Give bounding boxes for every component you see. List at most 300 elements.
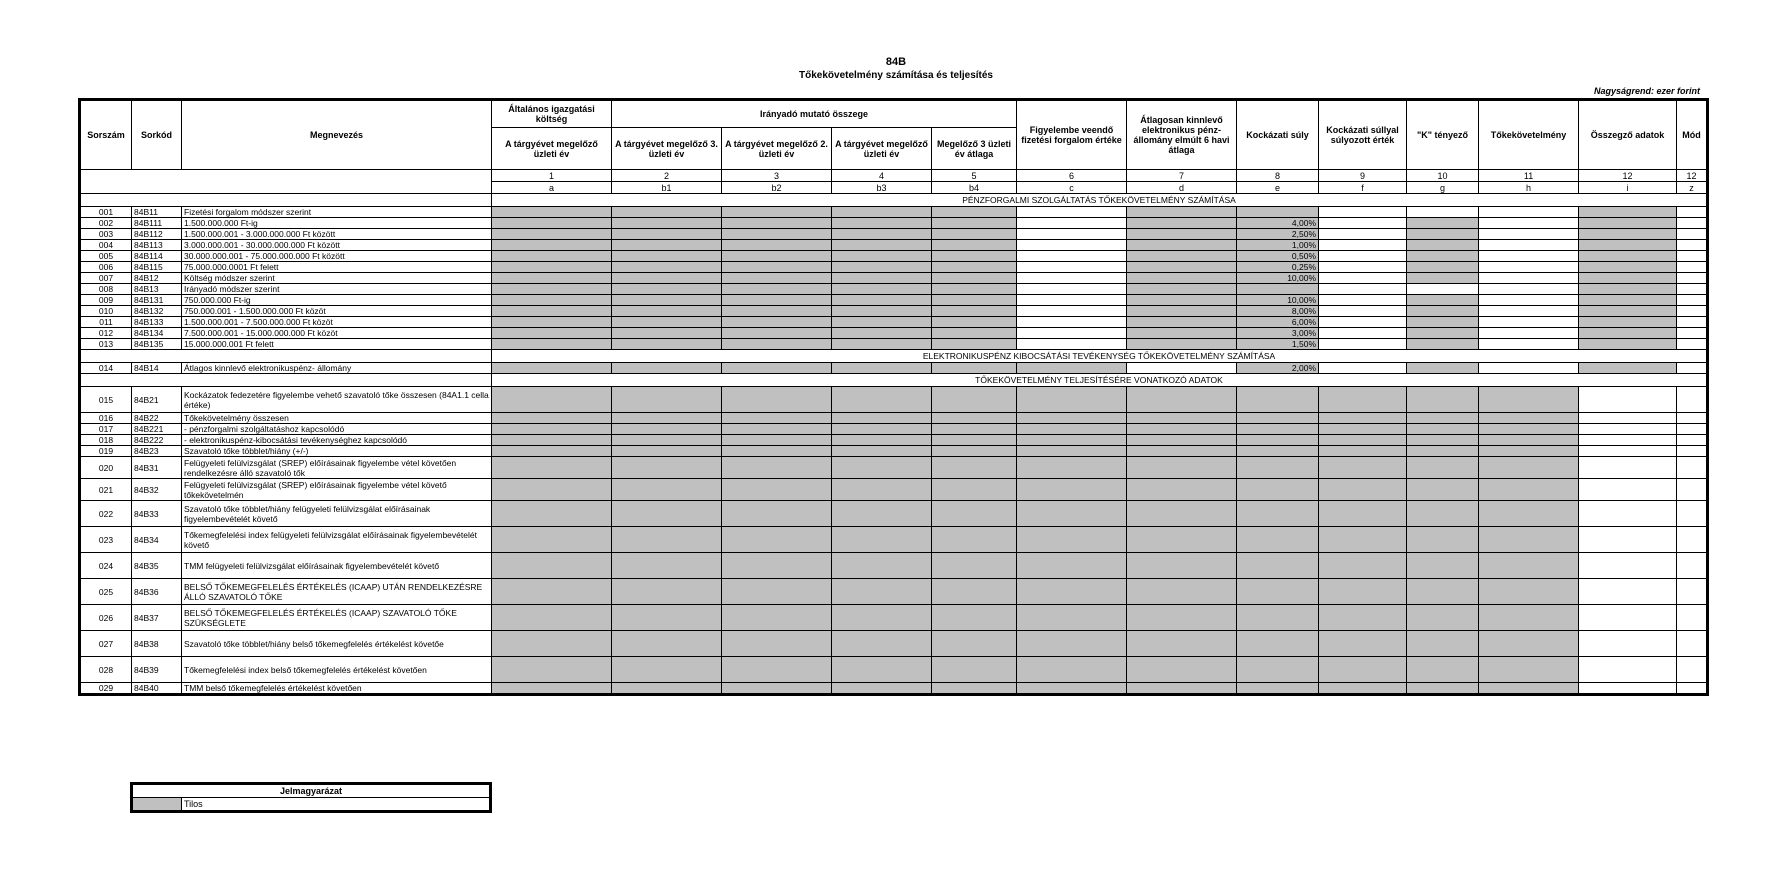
input-cell[interactable]: [1677, 657, 1708, 683]
disabled-cell: [932, 657, 1017, 683]
disabled-cell: [722, 240, 832, 251]
col-number: 11: [1479, 170, 1579, 182]
disabled-cell: [932, 262, 1017, 273]
row-number: 016: [80, 413, 132, 424]
row-code: 84B31: [132, 457, 182, 479]
input-cell[interactable]: [1677, 479, 1708, 501]
disabled-cell: [722, 553, 832, 579]
disabled-cell: [1127, 218, 1237, 229]
disabled-cell: [1579, 295, 1677, 306]
disabled-cell: [1319, 387, 1407, 413]
col-b1: A tárgyévet megelőző 3. üzleti év: [612, 128, 722, 170]
row-number: 019: [80, 446, 132, 457]
disabled-cell: [932, 457, 1017, 479]
input-cell[interactable]: [1479, 306, 1579, 317]
disabled-cell: [1479, 446, 1579, 457]
row-number: 027: [80, 631, 132, 657]
disabled-cell: [1479, 387, 1579, 413]
input-cell[interactable]: [1017, 328, 1127, 339]
col-sorszam: Sorszám: [80, 100, 132, 170]
row-code: 84B22: [132, 413, 182, 424]
disabled-cell: [722, 605, 832, 631]
row-number: 024: [80, 553, 132, 579]
risk-weight: 10,00%: [1237, 295, 1319, 306]
input-cell[interactable]: [1319, 306, 1407, 317]
disabled-cell: [1407, 328, 1479, 339]
table-row: [80, 240, 1708, 251]
disabled-cell: [722, 527, 832, 553]
disabled-cell: [932, 501, 1017, 527]
input-cell[interactable]: [1677, 262, 1708, 273]
input-cell[interactable]: [1017, 273, 1127, 284]
row-number: 008: [80, 284, 132, 295]
input-cell[interactable]: [1319, 317, 1407, 328]
disabled-cell: [1319, 424, 1407, 435]
row-number: 013: [80, 339, 132, 350]
disabled-cell: [612, 579, 722, 605]
disabled-cell: [1017, 479, 1127, 501]
input-cell[interactable]: [1127, 363, 1237, 374]
row-code: 84B33: [132, 501, 182, 527]
input-cell[interactable]: [1677, 631, 1708, 657]
row-code: 84B113: [132, 240, 182, 251]
input-cell[interactable]: [1407, 284, 1479, 295]
input-cell[interactable]: [1017, 306, 1127, 317]
disabled-cell: [722, 631, 832, 657]
input-cell[interactable]: [1677, 229, 1708, 240]
table-row: [80, 339, 1708, 350]
disabled-cell: [722, 501, 832, 527]
col-letter: b2: [722, 182, 832, 194]
row-name: 1.500.000.000 Ft-ig: [182, 218, 492, 229]
input-cell[interactable]: [1579, 605, 1677, 631]
col-number: 10: [1407, 170, 1479, 182]
disabled-cell: [722, 657, 832, 683]
disabled-cell: [1127, 657, 1237, 683]
row-code: 84B114: [132, 251, 182, 262]
input-cell[interactable]: [1319, 229, 1407, 240]
input-cell[interactable]: [1579, 457, 1677, 479]
input-cell[interactable]: [1677, 527, 1708, 553]
disabled-cell: [492, 229, 612, 240]
disabled-cell: [932, 387, 1017, 413]
input-cell[interactable]: [1407, 207, 1479, 218]
input-cell[interactable]: [1319, 328, 1407, 339]
disabled-cell: [1319, 446, 1407, 457]
row-number: 026: [80, 605, 132, 631]
capital-requirement-table: [78, 98, 1709, 696]
disabled-cell: [832, 527, 932, 553]
disabled-cell: [492, 387, 612, 413]
input-cell[interactable]: [1677, 446, 1708, 457]
input-cell[interactable]: [1579, 527, 1677, 553]
disabled-cell: [832, 605, 932, 631]
input-cell[interactable]: [1479, 251, 1579, 262]
row-number: 015: [80, 387, 132, 413]
table-row: [80, 295, 1708, 306]
disabled-cell: [1407, 240, 1479, 251]
disabled-cell: [832, 284, 932, 295]
input-cell[interactable]: [1579, 446, 1677, 457]
input-cell[interactable]: [1579, 683, 1677, 695]
col-number: 1: [492, 170, 612, 182]
disabled-cell: [1017, 387, 1127, 413]
input-cell[interactable]: [1579, 413, 1677, 424]
table-row: [80, 501, 1708, 527]
disabled-cell: [1479, 501, 1579, 527]
disabled-cell: [612, 501, 722, 527]
disabled-cell: [1127, 424, 1237, 435]
disabled-cell: [1579, 262, 1677, 273]
col-letter: g: [1407, 182, 1479, 194]
disabled-cell: [492, 553, 612, 579]
disabled-cell: [1579, 229, 1677, 240]
input-cell[interactable]: [1479, 262, 1579, 273]
disabled-cell: [1407, 339, 1479, 350]
input-cell[interactable]: [1017, 284, 1127, 295]
disabled-cell: [832, 683, 932, 695]
col-letter: z: [1677, 182, 1708, 194]
row-number: 010: [80, 306, 132, 317]
col-letter: e: [1237, 182, 1319, 194]
disabled-cell: [612, 273, 722, 284]
disabled-cell: [1017, 363, 1127, 374]
input-cell[interactable]: [1017, 207, 1127, 218]
input-cell[interactable]: [1677, 605, 1708, 631]
disabled-cell: [1407, 435, 1479, 446]
disabled-cell: [1237, 657, 1319, 683]
disabled-cell: [1407, 553, 1479, 579]
col-letter: b4: [932, 182, 1017, 194]
row-code: 84B32: [132, 479, 182, 501]
input-cell[interactable]: [1319, 218, 1407, 229]
disabled-cell: [832, 479, 932, 501]
table-row: [80, 413, 1708, 424]
unit-label: Nagyságrend: ezer forint: [1593, 86, 1700, 96]
risk-weight: 10,00%: [1237, 273, 1319, 284]
table-row: [80, 251, 1708, 262]
disabled-cell: [932, 413, 1017, 424]
input-cell[interactable]: [1017, 262, 1127, 273]
disabled-cell: [1237, 424, 1319, 435]
disabled-cell: [932, 683, 1017, 695]
input-cell[interactable]: [1579, 579, 1677, 605]
disabled-cell: [832, 553, 932, 579]
table-row: [80, 457, 1708, 479]
disabled-cell: [1319, 683, 1407, 695]
risk-weight: 2,50%: [1237, 229, 1319, 240]
input-cell[interactable]: [1579, 501, 1677, 527]
col-letter: b3: [832, 182, 932, 194]
disabled-cell: [492, 317, 612, 328]
row-code: 84B12: [132, 273, 182, 284]
col-z: Mód: [1677, 100, 1708, 170]
input-cell[interactable]: [1677, 501, 1708, 527]
disabled-cell: [1407, 631, 1479, 657]
disabled-cell: [612, 339, 722, 350]
disabled-cell: [612, 605, 722, 631]
disabled-cell: [1017, 527, 1127, 553]
row-name: Tőkemegfelelési index felügyeleti felülvizsgálat előírásainak figyelembevételét követő: [182, 527, 492, 553]
table-row: [80, 328, 1708, 339]
input-cell[interactable]: [1319, 295, 1407, 306]
row-number: 021: [80, 479, 132, 501]
section-blank: [80, 374, 492, 387]
input-cell[interactable]: [1479, 284, 1579, 295]
disabled-cell: [832, 424, 932, 435]
col-f: Kockázati súllyal súlyozott érték: [1319, 100, 1407, 170]
disabled-cell: [1017, 553, 1127, 579]
row-code: 84B131: [132, 295, 182, 306]
input-cell[interactable]: [1479, 207, 1579, 218]
disabled-cell: [1319, 501, 1407, 527]
input-cell[interactable]: [1479, 328, 1579, 339]
row-name: 75.000.000.0001 Ft felett: [182, 262, 492, 273]
disabled-cell: [722, 683, 832, 695]
row-name: Szavatoló tőke többlet/hiány (+/-): [182, 446, 492, 457]
row-name: 1.500.000.001 - 7.500.000.000 Ft közöt: [182, 317, 492, 328]
col-g: "K" tényező: [1407, 100, 1479, 170]
disabled-cell: [832, 501, 932, 527]
disabled-cell: [492, 207, 612, 218]
input-cell[interactable]: [1579, 631, 1677, 657]
row-number: 023: [80, 527, 132, 553]
input-cell[interactable]: [1677, 363, 1708, 374]
input-cell[interactable]: [1319, 363, 1407, 374]
disabled-cell: [612, 446, 722, 457]
input-cell[interactable]: [1579, 553, 1677, 579]
row-number: 017: [80, 424, 132, 435]
disabled-cell: [1579, 328, 1677, 339]
input-cell[interactable]: [1579, 479, 1677, 501]
disabled-cell: [1237, 631, 1319, 657]
disabled-cell: [1127, 413, 1237, 424]
disabled-cell: [612, 251, 722, 262]
row-number: 003: [80, 229, 132, 240]
disabled-cell: [1017, 501, 1127, 527]
row-name: 15.000.000.001 Ft felett: [182, 339, 492, 350]
input-cell[interactable]: [1677, 218, 1708, 229]
input-cell[interactable]: [1677, 251, 1708, 262]
disabled-cell: [932, 218, 1017, 229]
input-cell[interactable]: [1677, 435, 1708, 446]
input-cell[interactable]: [1319, 240, 1407, 251]
row-name: Felügyeleti felülvizsgálat (SREP) előírásainak figyelembe vétel követően rendelkezésre álló szavatoló tők: [182, 457, 492, 479]
input-cell[interactable]: [1017, 251, 1127, 262]
disabled-cell: [1237, 479, 1319, 501]
row-code: 84B38: [132, 631, 182, 657]
input-cell[interactable]: [1017, 240, 1127, 251]
row-name: 750.000.001 - 1.500.000.000 Ft közöt: [182, 306, 492, 317]
disabled-cell: [932, 273, 1017, 284]
section-title: ELEKTRONIKUSPÉNZ KIBOCSÁTÁSI TEVÉKENYSÉG TŐKEKÖVETELMÉNY SZÁMÍTÁSA: [492, 350, 1708, 363]
row-code: 84B221: [132, 424, 182, 435]
disabled-cell: [722, 262, 832, 273]
disabled-cell: [612, 240, 722, 251]
legend-item: Tilos: [182, 798, 491, 812]
risk-weight: 8,00%: [1237, 306, 1319, 317]
input-cell[interactable]: [1579, 424, 1677, 435]
risk-weight: 6,00%: [1237, 317, 1319, 328]
disabled-cell: [1237, 446, 1319, 457]
disabled-cell: [612, 435, 722, 446]
col-d: Átlagosan kinnlevő elektronikus pénz-állomány elmúlt 6 havi átlaga: [1127, 100, 1237, 170]
row-number: 012: [80, 328, 132, 339]
disabled-cell: [1017, 413, 1127, 424]
input-cell[interactable]: [1677, 207, 1708, 218]
input-cell[interactable]: [1677, 284, 1708, 295]
input-cell[interactable]: [1319, 284, 1407, 295]
row-number: 020: [80, 457, 132, 479]
disabled-cell: [612, 306, 722, 317]
disabled-cell: [1407, 363, 1479, 374]
input-cell[interactable]: [1677, 553, 1708, 579]
row-name: Felügyeleti felülvizsgálat (SREP) előírásainak figyelembe vétel követő tőkekövetelmén: [182, 479, 492, 501]
row-name: - pénzforgalmi szolgáltatáshoz kapcsolódó: [182, 424, 492, 435]
input-cell[interactable]: [1017, 317, 1127, 328]
row-number: 018: [80, 435, 132, 446]
col-b3: A tárgyévet megelőző üzleti év: [832, 128, 932, 170]
input-cell[interactable]: [1677, 457, 1708, 479]
disabled-cell: [1479, 527, 1579, 553]
row-code: 84B35: [132, 553, 182, 579]
row-code: 84B133: [132, 317, 182, 328]
disabled-cell: [932, 579, 1017, 605]
disabled-cell: [1319, 657, 1407, 683]
row-number: 001: [80, 207, 132, 218]
disabled-cell: [832, 295, 932, 306]
disabled-cell: [612, 479, 722, 501]
col-letter: b1: [612, 182, 722, 194]
row-code: 84B14: [132, 363, 182, 374]
table-row: [80, 262, 1708, 273]
input-cell[interactable]: [1479, 363, 1579, 374]
disabled-cell: [832, 579, 932, 605]
disabled-cell: [1579, 218, 1677, 229]
input-cell[interactable]: [1677, 413, 1708, 424]
input-cell[interactable]: [1677, 387, 1708, 413]
disabled-cell: [1479, 457, 1579, 479]
input-cell[interactable]: [1479, 317, 1579, 328]
disabled-cell: [492, 251, 612, 262]
disabled-cell: [612, 387, 722, 413]
disabled-cell: [1407, 501, 1479, 527]
input-cell[interactable]: [1017, 218, 1127, 229]
row-code: 84B112: [132, 229, 182, 240]
input-cell[interactable]: [1479, 339, 1579, 350]
disabled-cell: [722, 457, 832, 479]
input-cell[interactable]: [1319, 339, 1407, 350]
disabled-cell: [722, 435, 832, 446]
row-name: 30.000.000.001 - 75.000.000.000 Ft között: [182, 251, 492, 262]
input-cell[interactable]: [1677, 579, 1708, 605]
input-cell[interactable]: [1579, 387, 1677, 413]
row-name: BELSŐ TŐKEMEGFELELÉS ÉRTÉKELÉS (ICAAP) UTÁN RENDELKEZÉSRE ÁLLÓ SZAVATOLÓ TŐKE: [182, 579, 492, 605]
col-letter: i: [1579, 182, 1677, 194]
input-cell[interactable]: [1017, 339, 1127, 350]
disabled-cell: [722, 218, 832, 229]
input-cell[interactable]: [1479, 295, 1579, 306]
disabled-cell: [612, 553, 722, 579]
row-number: 014: [80, 363, 132, 374]
row-name: Fizetési forgalom módszer szerint: [182, 207, 492, 218]
disabled-cell: [1127, 273, 1237, 284]
row-number: 007: [80, 273, 132, 284]
col-altalanos: Általános igazgatási költség: [492, 100, 612, 128]
table-row: [80, 683, 1708, 695]
row-name: Átlagos kinnlevő elektronikuspénz- állomány: [182, 363, 492, 374]
input-cell[interactable]: [1677, 328, 1708, 339]
disabled-cell: [1237, 413, 1319, 424]
disabled-cell: [1407, 579, 1479, 605]
input-cell[interactable]: [1677, 306, 1708, 317]
input-cell[interactable]: [1017, 295, 1127, 306]
disabled-cell: [1319, 527, 1407, 553]
input-cell[interactable]: [1579, 435, 1677, 446]
input-cell[interactable]: [1677, 273, 1708, 284]
row-code: 84B11: [132, 207, 182, 218]
col-number: 12: [1677, 170, 1708, 182]
disabled-cell: [1579, 251, 1677, 262]
input-cell[interactable]: [1579, 657, 1677, 683]
input-cell[interactable]: [1677, 295, 1708, 306]
col-number: 8: [1237, 170, 1319, 182]
disabled-cell: [492, 446, 612, 457]
input-cell[interactable]: [1479, 229, 1579, 240]
input-cell[interactable]: [1677, 240, 1708, 251]
risk-weight: 0,25%: [1237, 262, 1319, 273]
disabled-cell: [1407, 479, 1479, 501]
disabled-cell: [612, 527, 722, 553]
row-name: Szavatoló tőke többlet/hiány belső tőkemegfelelés értékelést követőe: [182, 631, 492, 657]
disabled-cell: [1237, 527, 1319, 553]
input-cell[interactable]: [1677, 317, 1708, 328]
input-cell[interactable]: [1319, 207, 1407, 218]
disabled-cell: [932, 363, 1017, 374]
legend: [130, 782, 492, 813]
disabled-cell: [1319, 631, 1407, 657]
row-number: 006: [80, 262, 132, 273]
disabled-cell: [932, 251, 1017, 262]
col-e: Kockázati súly: [1237, 100, 1319, 170]
disabled-cell: [1017, 446, 1127, 457]
input-cell[interactable]: [1017, 229, 1127, 240]
section-blank: [80, 350, 492, 363]
disabled-cell: [1127, 457, 1237, 479]
disabled-cell: [832, 229, 932, 240]
input-cell[interactable]: [1479, 240, 1579, 251]
disabled-cell: [722, 387, 832, 413]
col-letter: a: [492, 182, 612, 194]
disabled-cell: [612, 295, 722, 306]
input-cell[interactable]: [1677, 683, 1708, 695]
disabled-cell: [612, 657, 722, 683]
input-cell[interactable]: [1479, 218, 1579, 229]
row-name: 7.500.000.001 - 15.000.000.000 Ft közöt: [182, 328, 492, 339]
disabled-cell: [1407, 387, 1479, 413]
input-cell[interactable]: [1677, 424, 1708, 435]
disabled-cell: [932, 605, 1017, 631]
table-row: [80, 306, 1708, 317]
input-cell[interactable]: [1319, 262, 1407, 273]
disabled-cell: [1319, 579, 1407, 605]
input-cell[interactable]: [1319, 273, 1407, 284]
input-cell[interactable]: [1319, 251, 1407, 262]
disabled-cell: [932, 631, 1017, 657]
input-cell[interactable]: [1677, 339, 1708, 350]
column-number-row: [80, 170, 1708, 182]
input-cell[interactable]: [1479, 273, 1579, 284]
